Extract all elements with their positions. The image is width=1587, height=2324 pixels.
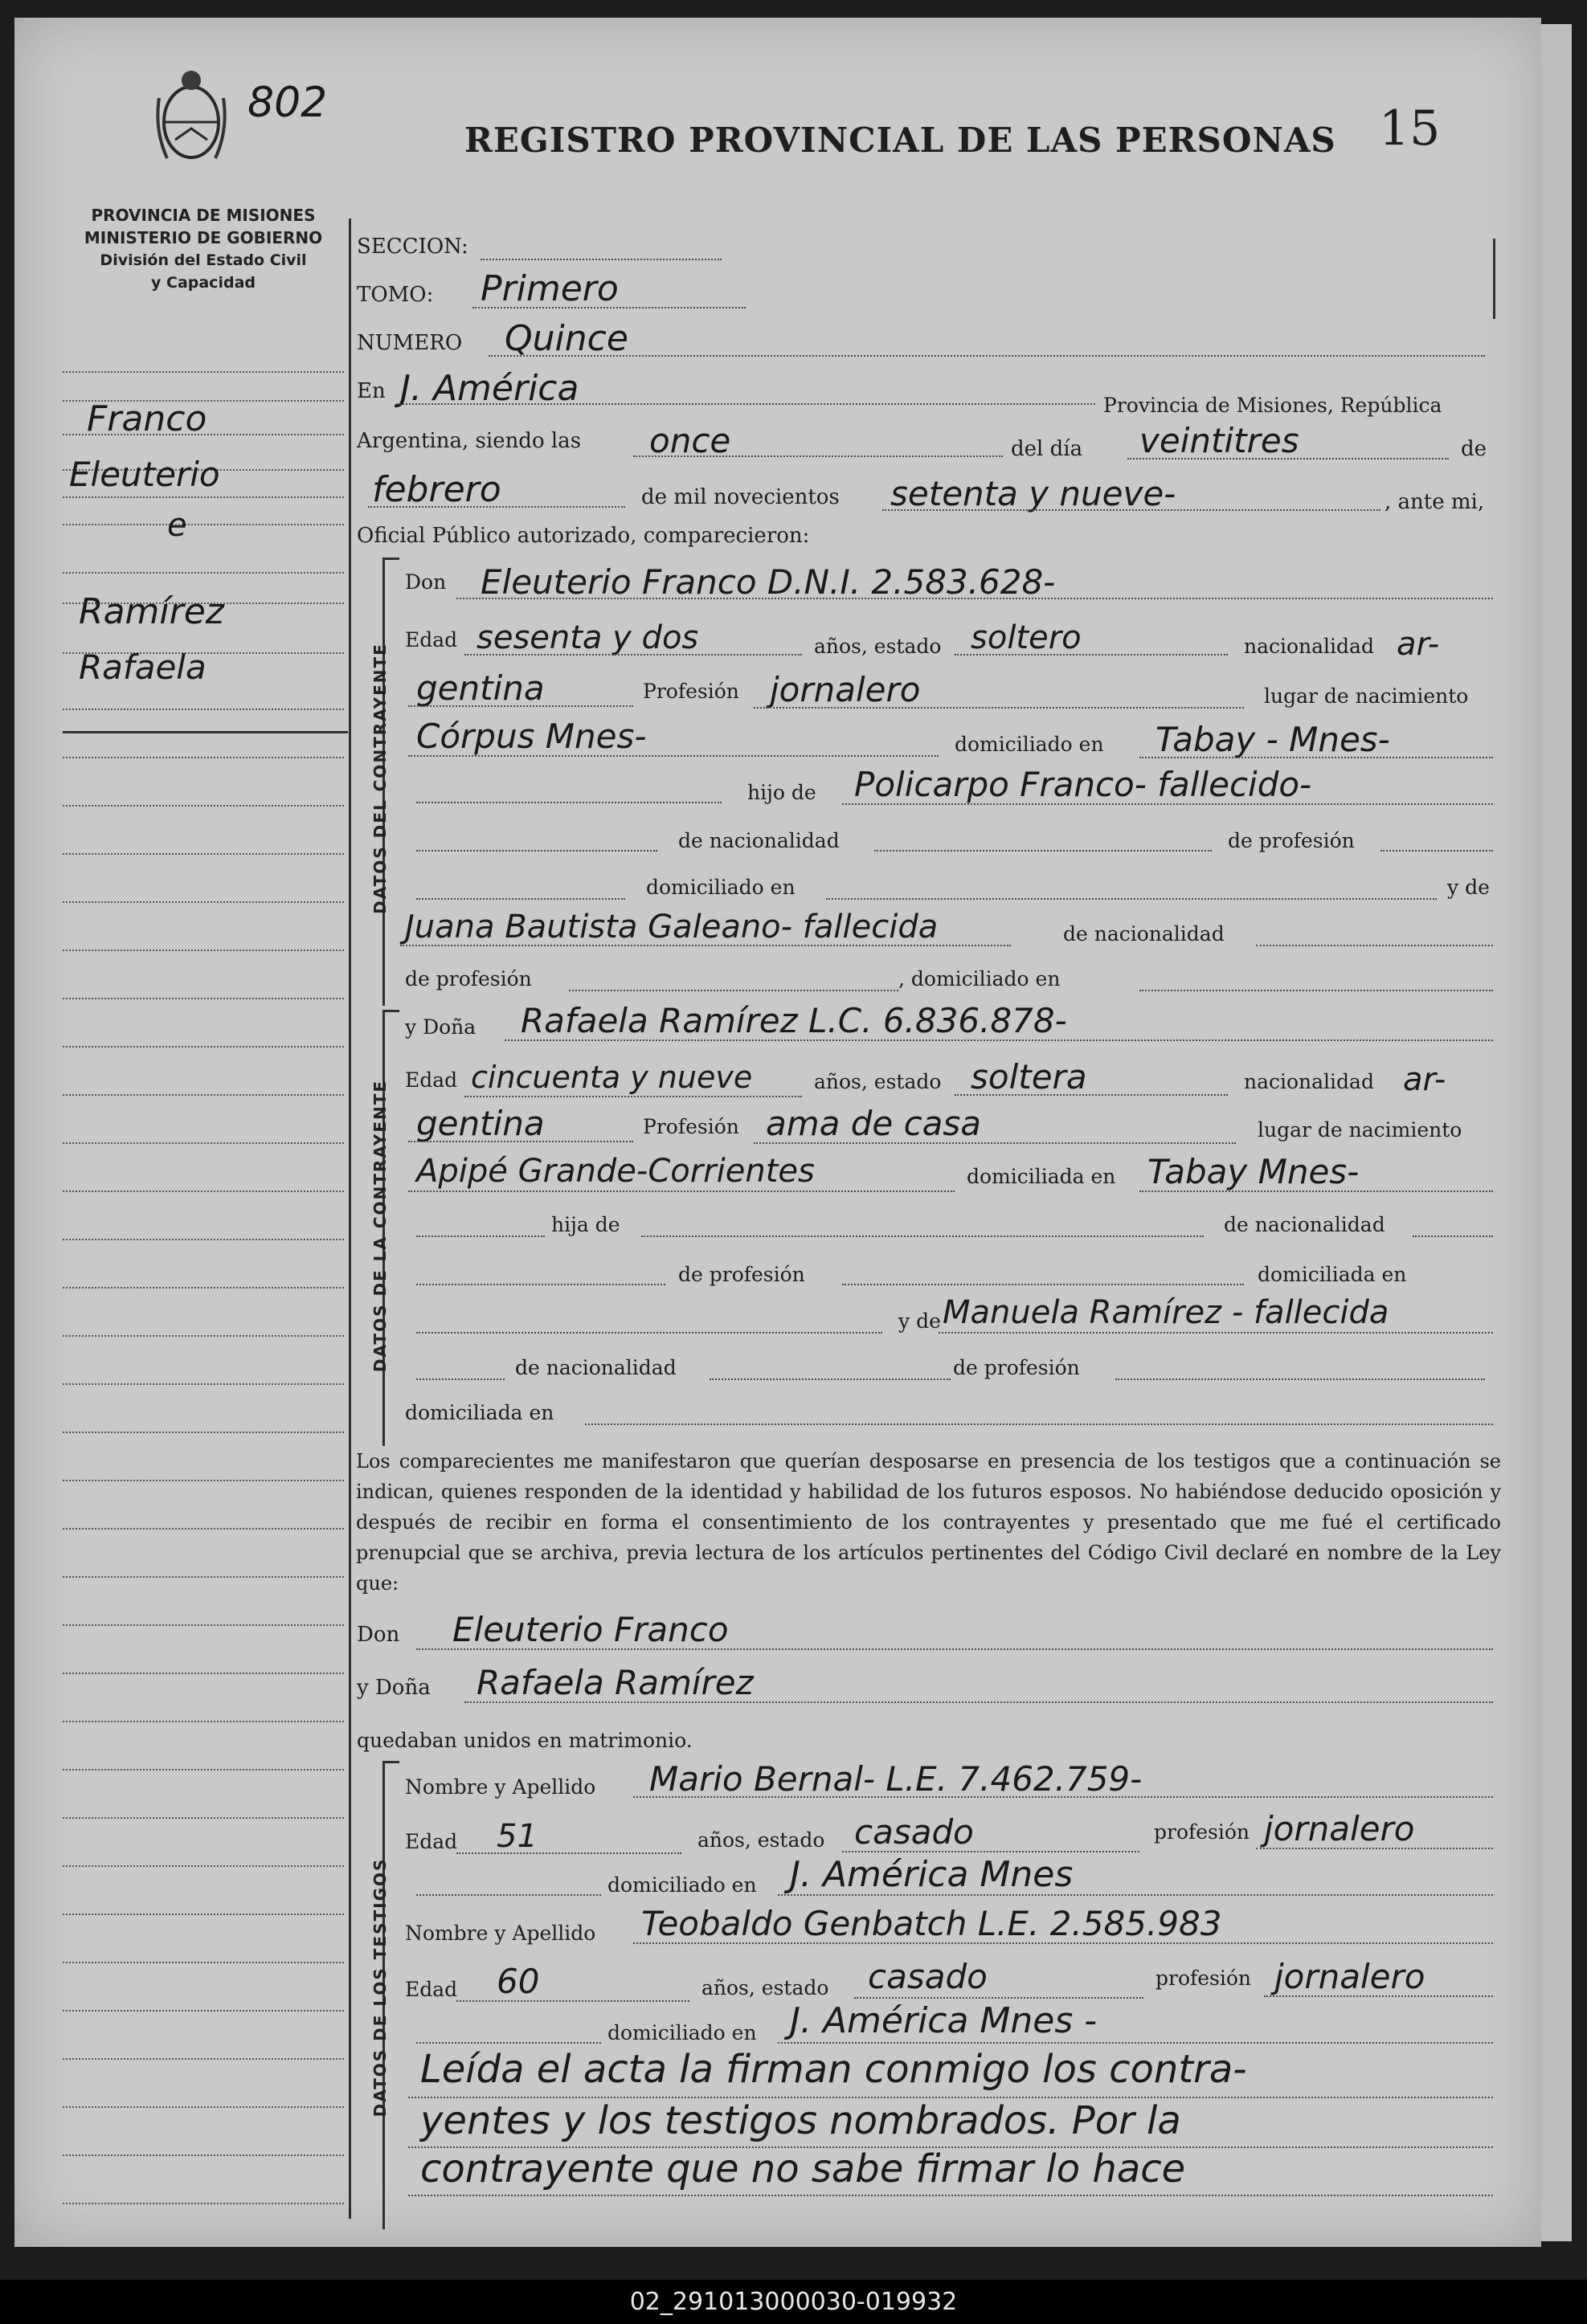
label-seccion: SECCION: <box>357 235 468 259</box>
label-de-nac: de nacionalidad <box>1224 1213 1385 1236</box>
label-profesion: profesión <box>1155 1967 1252 1990</box>
margin-name: Rafaela <box>79 647 207 687</box>
label-nacionalidad: nacionalidad <box>1244 635 1374 658</box>
label-provincia: Provincia de Misiones, República <box>1103 394 1442 417</box>
groom-nationality: ar- <box>1397 626 1440 663</box>
witness2-name: Teobaldo Genbatch L.E. 2.585.983 <box>641 1904 1222 1943</box>
field-numero: Quince <box>505 318 628 359</box>
label-profesion: Profesión <box>643 680 739 703</box>
bride-nationality-cont: gentina <box>416 1104 545 1143</box>
label-estado: años, estado <box>814 1070 942 1093</box>
note-number: 802 <box>247 79 328 127</box>
label-y-de: y de <box>898 1309 941 1333</box>
label-domicilio: domiciliada en <box>405 1401 554 1424</box>
label-lugar: lugar de nacimiento <box>1258 1118 1462 1142</box>
label-lugar: lugar de nacimiento <box>1264 684 1469 708</box>
margin-name: Franco <box>87 398 207 439</box>
label-don: Don <box>405 570 447 594</box>
label-del-dia: del día <box>1011 437 1083 461</box>
page-edge <box>1541 24 1572 2241</box>
groom-state: soltero <box>971 619 1082 656</box>
label-ante-mi: , ante mi, <box>1385 490 1485 514</box>
office-block <box>47 204 360 294</box>
margin-name: e <box>167 507 187 544</box>
decl-bride: Rafaela Ramírez <box>477 1663 754 1702</box>
field-mes: febrero <box>372 469 501 510</box>
label-nombre: Nombre y Apellido <box>405 1922 596 1945</box>
groom-profession: jornalero <box>770 670 921 709</box>
witness1-profession: jornalero <box>1264 1809 1415 1848</box>
label-edad: Edad <box>405 1830 458 1853</box>
label-de-prof: de profesión <box>953 1356 1080 1379</box>
groom-father: Policarpo Franco- fallecido- <box>854 765 1312 804</box>
label-domicilio: , domiciliado en <box>898 967 1061 990</box>
label-de-prof: de profesión <box>405 967 532 990</box>
field-en: J. América <box>400 368 579 409</box>
witness2-age: 60 <box>497 1962 540 2001</box>
label-y-de: y de <box>1447 876 1490 899</box>
bride-state: soltera <box>971 1057 1087 1097</box>
label-de-nac: de nacionalidad <box>1063 922 1225 946</box>
office-line: MINISTERIO DE GOBIERNO <box>84 228 323 247</box>
label-domicilio: domiciliada en <box>1258 1263 1407 1286</box>
right-border <box>1493 239 1495 319</box>
office-line: PROVINCIA DE MISIONES <box>91 206 316 225</box>
label-edad: Edad <box>405 1068 458 1092</box>
office-line: y Capacidad <box>151 274 256 292</box>
groom-birthplace: Córpus Mnes- <box>416 717 647 756</box>
label-siendo: Argentina, siendo las <box>357 429 582 453</box>
closing-line: yentes y los testigos nombrados. Por la <box>420 2098 1181 2143</box>
groom-mother: Juana Bautista Galeano- fallecida <box>405 909 939 946</box>
groom-home: Tabay - Mnes- <box>1155 720 1390 759</box>
label-edad: Edad <box>405 628 458 651</box>
declaration-paragraph: Los comparecientes me manifestaron que querían desposarse en presencia de los testigos que a continuación se indican, quienes responden de la identidad y habilidad de los futuros esposos. No habiéndose deducido oposición y después de recibir en forma el consentimiento de los contrayentes y presentado que me fué el certificado prenupcial que se archiva, previa lectura de los artículos pertinentes del Código Civil declaré en nombre de la Ley que: <box>356 1450 1501 1595</box>
office-line: División del Estado Civil <box>100 251 307 269</box>
bride-home: Tabay Mnes- <box>1147 1152 1360 1191</box>
margin-name: Ramírez <box>79 591 224 632</box>
label-de-prof: de profesión <box>1228 829 1355 852</box>
label-estado: años, estado <box>701 1976 829 1999</box>
page-number: 15 <box>1379 100 1441 157</box>
label-hija: hija de <box>551 1213 620 1236</box>
side-label-contrayente: DATOS DEL CONTRAYENTE <box>370 643 390 914</box>
label-numero: NUMERO <box>357 331 463 355</box>
groom-nationality-cont: gentina <box>416 668 545 708</box>
label-y-dona: y Doña <box>405 1015 477 1039</box>
witness2-state: casado <box>868 1957 988 1996</box>
field-tomo: Primero <box>481 268 619 309</box>
closing-line: Leída el acta la firman conmigo los contra- <box>420 2047 1247 2092</box>
label-quedaban: quedaban unidos en matrimonio. <box>357 1729 693 1752</box>
image-id-footer: 02_291013000030-019932 <box>0 2280 1587 2324</box>
label-estado: años, estado <box>814 635 942 658</box>
bride-mother: Manuela Ramírez - fallecida <box>943 1294 1389 1331</box>
margin-name: Eleuterio <box>69 455 220 494</box>
witness1-age: 51 <box>497 1818 538 1855</box>
label-don: Don <box>357 1623 400 1647</box>
label-de-prof: de profesión <box>678 1263 805 1286</box>
main-border <box>349 219 351 2219</box>
label-hijo: hijo de <box>747 781 816 804</box>
label-de-mil: de mil novecientos <box>641 485 840 509</box>
bride-age: cincuenta y nueve <box>471 1060 753 1095</box>
label-domicilio: domiciliado en <box>955 733 1104 756</box>
label-domicilio: domiciliado en <box>646 876 796 899</box>
groom-age: sesenta y dos <box>477 619 699 656</box>
coat-of-arms-icon <box>151 66 231 170</box>
label-profesion: Profesión <box>643 1115 739 1138</box>
label-y-dona: y Doña <box>357 1676 431 1700</box>
field-anio: setenta y nueve- <box>890 474 1176 513</box>
side-label-contrayenta: DATOS DE LA CONTRAYENTE <box>370 1079 390 1373</box>
witness1-home: J. América Mnes <box>790 1854 1074 1895</box>
label-domicilio: domiciliado en <box>607 1873 757 1897</box>
label-nacionalidad: nacionalidad <box>1244 1070 1374 1093</box>
witness2-profession: jornalero <box>1274 1957 1425 1996</box>
label-edad: Edad <box>405 1978 458 2001</box>
label-domicilio: domiciliado en <box>607 2021 757 2044</box>
bride-profession: ama de casa <box>766 1104 982 1143</box>
label-oficial: Oficial Público autorizado, comparecieron: <box>357 524 810 548</box>
decl-groom: Eleuterio Franco <box>452 1610 729 1649</box>
bride-birthplace: Apipé Grande-Corrientes <box>416 1153 815 1190</box>
label-estado: años, estado <box>697 1828 825 1852</box>
label-en: En <box>357 379 386 403</box>
label-tomo: TOMO: <box>357 283 434 307</box>
closing-line: contrayente que no sabe firmar lo hace <box>420 2146 1186 2191</box>
label-de-nac: de nacionalidad <box>515 1356 677 1379</box>
witness1-state: casado <box>854 1812 974 1852</box>
label-de-nac: de nacionalidad <box>678 829 840 852</box>
page-title: REGISTRO PROVINCIAL DE LAS PERSONAS <box>464 120 1336 160</box>
bride-name: Rafaela Ramírez L.C. 6.836.878- <box>521 1001 1067 1040</box>
label-domicilio: domiciliada en <box>967 1165 1116 1188</box>
label-de: de <box>1461 437 1487 461</box>
field-hora: once <box>649 421 731 460</box>
register-page <box>14 18 1541 2247</box>
side-label-testigos: DATOS DE LOS TESTIGOS <box>370 1857 390 2118</box>
witness1-name: Mario Bernal- L.E. 7.462.759- <box>649 1759 1143 1799</box>
witness2-home: J. América Mnes - <box>790 2000 1098 2041</box>
bride-nationality: ar- <box>1403 1061 1446 1098</box>
label-profesion: profesión <box>1154 1820 1250 1844</box>
label-nombre: Nombre y Apellido <box>405 1775 596 1799</box>
field-dia: veintitres <box>1139 421 1299 460</box>
groom-name: Eleuterio Franco D.N.I. 2.583.628- <box>481 562 1056 602</box>
